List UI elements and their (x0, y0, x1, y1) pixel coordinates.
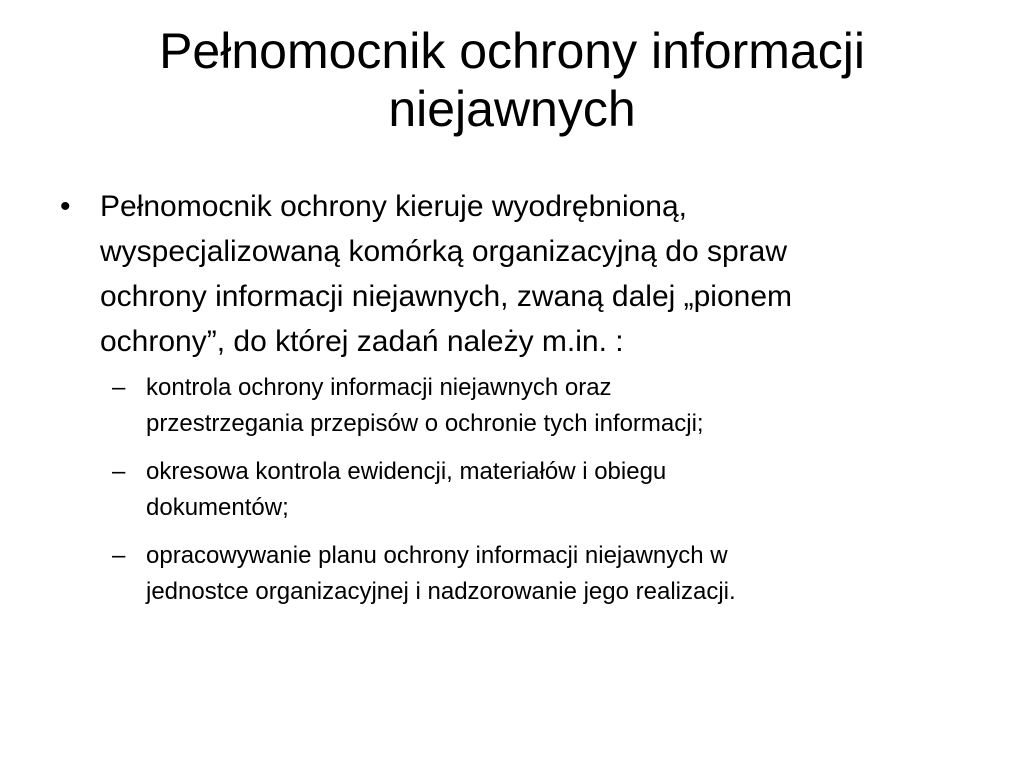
title-line-2: niejawnych (388, 81, 636, 137)
bullet-line-1: Pełnomocnik ochrony kieruje wyodrębnioną, (100, 190, 687, 223)
title-line-1: Pełnomocnik ochrony informacji (159, 23, 865, 79)
sub-bullet-text (146, 454, 926, 526)
dash-icon: – (112, 458, 126, 485)
main-bullet (60, 184, 980, 364)
sub-bullet-line: kontrola ochrony informacji niejawnych oraz (146, 374, 612, 401)
bullet-line-4: ochrony”, do której zadań należy m.in. : (100, 325, 624, 358)
sub-bullet-line: opracowywanie planu ochrony informacji niejawnych w (146, 542, 728, 569)
sub-bullet-item (112, 370, 942, 442)
bullet-icon: • (60, 190, 71, 223)
main-bullet-text (100, 184, 980, 364)
sub-bullet-item (112, 538, 942, 610)
sub-bullet-line: jednostce organizacyjnej i nadzorowanie jego realizacji. (146, 578, 736, 605)
sub-bullet-list (112, 370, 942, 610)
sub-bullet-text (146, 538, 926, 610)
slide-title (40, 22, 984, 138)
bullet-line-2: wyspecjalizowaną komórką organizacyjną do spraw (100, 235, 787, 268)
bullet-line-3: ochrony informacji niejawnych, zwaną dalej „pionem (100, 280, 793, 313)
dash-icon: – (112, 374, 126, 401)
sub-bullet-line: przestrzegania przepisów o ochronie tych informacji; (146, 410, 704, 437)
sub-bullet-item (112, 454, 942, 526)
dash-icon: – (112, 542, 126, 569)
sub-bullet-text (146, 370, 926, 442)
sub-bullet-line: okresowa kontrola ewidencji, materiałów i obiegu (146, 458, 667, 485)
sub-bullet-line: dokumentów; (146, 494, 289, 521)
slide-content (60, 184, 980, 622)
